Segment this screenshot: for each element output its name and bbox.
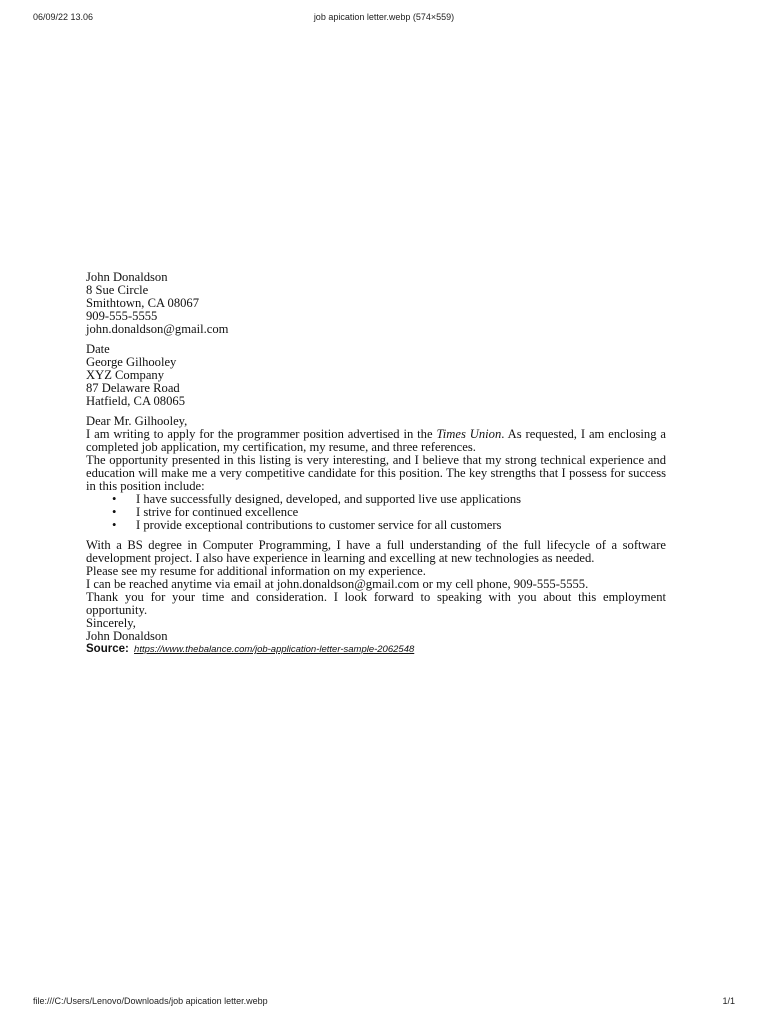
list-item bbox=[86, 519, 666, 532]
list-item-text: I have successfully designed, developed, and supported live use applications bbox=[136, 492, 522, 506]
paragraph-contact: I can be reached anytime via email at john.donaldson@gmail.com or my cell phone, 909-555-5555. bbox=[86, 577, 589, 591]
recipient-street: 87 Delaware Road bbox=[86, 381, 180, 395]
salutation: Dear Mr. Gilhooley, bbox=[86, 414, 188, 428]
paragraph-intro-start: I am writing to apply for the programmer position advertised in the bbox=[86, 427, 437, 441]
sender-address bbox=[86, 271, 666, 336]
sender-phone: 909-555-5555 bbox=[86, 309, 158, 323]
closing: Sincerely, bbox=[86, 616, 136, 630]
print-footer bbox=[0, 996, 768, 1010]
list-item-text: I provide exceptional contributions to customer service for all customers bbox=[136, 518, 502, 532]
source-line bbox=[86, 643, 666, 656]
bullet-icon: • bbox=[112, 518, 117, 532]
paragraph-opportunity: The opportunity presented in this listing is very interesting, and I believe that my strong technical experience and education will make me a very competitive candidate for this position. The key strengths that I possess for success in this position include: bbox=[86, 453, 666, 493]
print-page-number: 1/1 bbox=[722, 996, 735, 1006]
print-header bbox=[0, 12, 768, 26]
paragraph-resume: Please see my resume for additional information on my experience. bbox=[86, 564, 426, 578]
newspaper-name: Times Union bbox=[436, 427, 502, 441]
recipient-city: Hatfield, CA 08065 bbox=[86, 394, 185, 408]
strengths-list bbox=[86, 493, 666, 532]
cover-letter bbox=[86, 271, 666, 656]
source-label: Source: bbox=[86, 643, 129, 655]
paragraph-education: With a BS degree in Computer Programming, I have a full understanding of the full lifecycle of a software development project. I also have experience in learning and excelling at new technologies as needed. bbox=[86, 538, 666, 565]
print-file-path: file:///C:/Users/Lenovo/Downloads/job apication letter.webp bbox=[33, 996, 268, 1006]
bullet-icon: • bbox=[112, 505, 117, 519]
paragraph-intro-end: . As requested, I am enclosing a completed job application, my certification, my resume, and three references. bbox=[86, 427, 666, 454]
recipient-company: XYZ Company bbox=[86, 368, 165, 382]
source-link[interactable]: https://www.thebalance.com/job-application-letter-sample-2062548 bbox=[134, 644, 415, 655]
signature-name: John Donaldson bbox=[86, 629, 168, 643]
letter-date: Date bbox=[86, 342, 110, 356]
recipient-address bbox=[86, 356, 666, 408]
paragraph-intro bbox=[86, 428, 666, 454]
sender-city: Smithtown, CA 08067 bbox=[86, 296, 200, 310]
recipient-name: George Gilhooley bbox=[86, 355, 177, 369]
sender-email: john.donaldson@gmail.com bbox=[86, 322, 229, 336]
sender-street: 8 Sue Circle bbox=[86, 283, 149, 297]
paragraph-thanks: Thank you for your time and consideration. I look forward to speaking with you about this employment opportunity. bbox=[86, 590, 666, 617]
print-title: job apication letter.webp (574×559) bbox=[313, 12, 455, 22]
list-item-text: I strive for continued excellence bbox=[136, 505, 299, 519]
print-datetime: 06/09/22 13.06 bbox=[33, 12, 94, 22]
sender-name: John Donaldson bbox=[86, 270, 168, 284]
bullet-icon: • bbox=[112, 492, 117, 506]
